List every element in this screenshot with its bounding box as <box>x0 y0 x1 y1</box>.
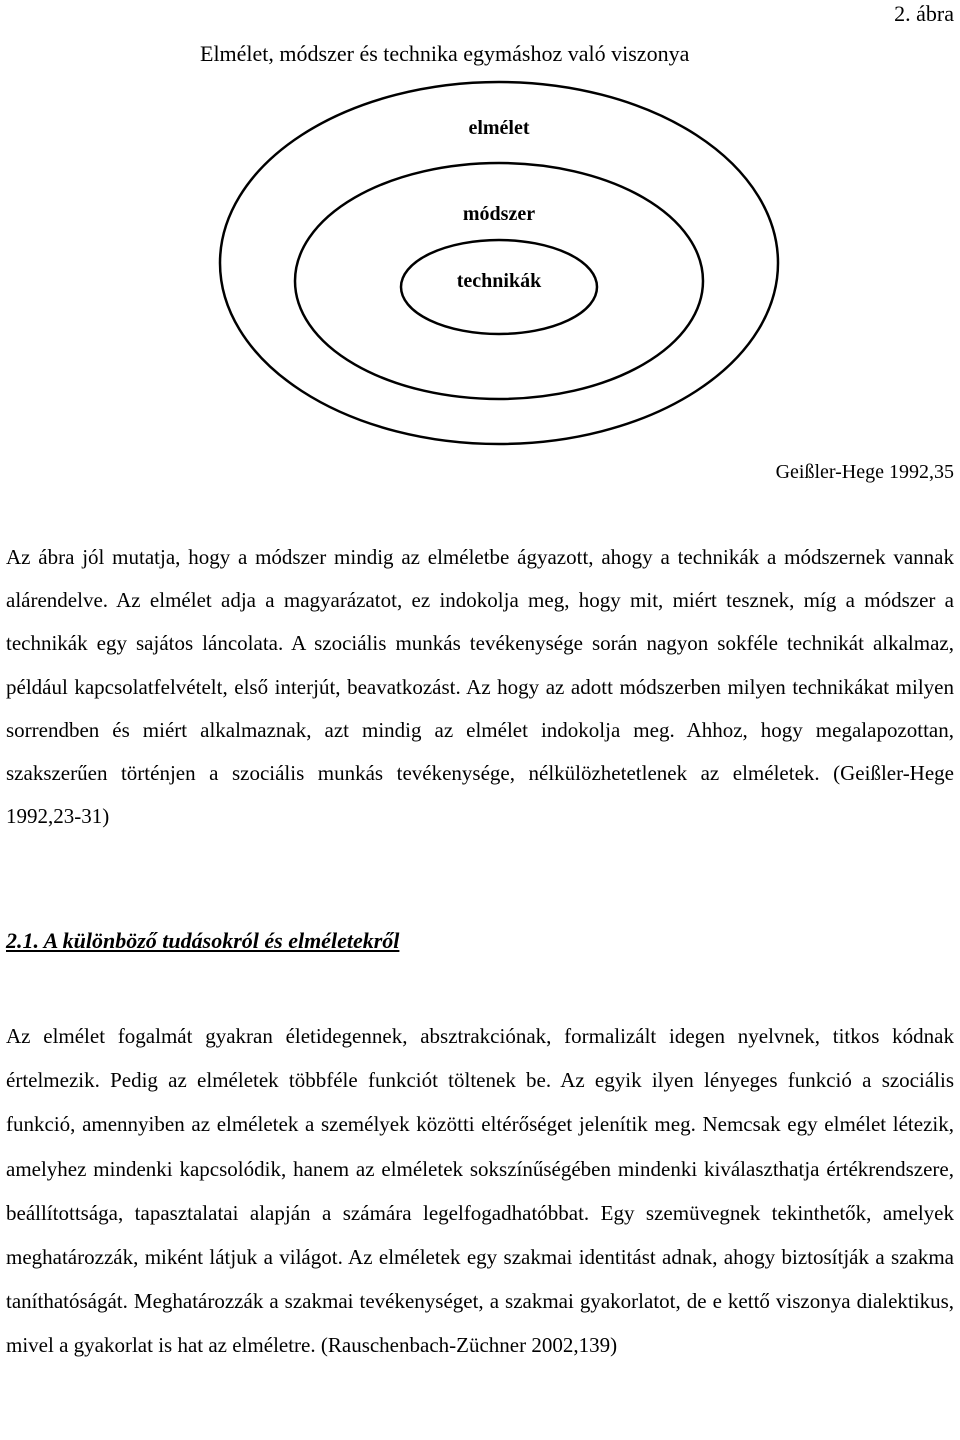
nested-circles-diagram <box>0 0 960 470</box>
section-heading: 2.1. A különböző tudásokról és elméletekről <box>6 928 400 953</box>
label-modszer: módszer <box>462 203 536 225</box>
figure-source: Geißler-Hege 1992,35 <box>775 461 954 483</box>
label-elmelet: elmélet <box>468 117 530 139</box>
paragraph-2: Az elmélet fogalmát gyakran életidegennek, absztrakciónak, formalizált idegen nyelvnek, titkos kódnak értelmezik. Pedig az elméletek többféle funkciót töltenek be. Az egyik ilyen lényeges funkció a szociális funkció, amennyiben az elméletek a személyek közötti eltérőséget jelenítik meg. Nemcsak egy elmélet létezik, amelyhez mindenki kapcsolódik, hanem az elméletek sokszínűségében mindenki kiválaszthatja értékrendszere, beállítottsága, tapasztalatai alapján a számára legelfogadhatóbbat. Egy szemüvegnek tekinthetők, amelyek meghatározzák, miként látjuk a világot. Az elméletek egy szakmai identitást adnak, ahogy biztosítják a szakma taníthatóságát. Meghatározzák a szakmai tevékenységet, a szakmai gyakorlatot, de e kettő viszonya dialektikus, mivel a gyakorlat is hat az elméletre. (Rauschenbach-Züchner 2002,139) <box>6 1024 954 1358</box>
label-technikak: technikák <box>456 270 542 292</box>
figure-number: 2. ábra <box>894 1 954 26</box>
paragraph-1: Az ábra jól mutatja, hogy a módszer mindig az elméletbe ágyazott, ahogy a technikák a módszernek vannak alárendelve. Az elmélet adja a magyarázatot, ez indokolja meg, hogy mit, miért tesznek, míg a módszer a technikák egy sajátos láncolata. A szociális munkás tevékenysége során nagyon sokféle technikát alkalmaz, például kapcsolatfelvételt, első interjút, beavatkozást. Az hogy az adott módszerben milyen technikákat milyen sorrendben és miért alkalmaznak, azt mindig az elmélet indokolja meg. Ahhoz, hogy megalapozottan, szakszerűen történjen a szociális munkás tevékenysége, nélkülözhetetlenek az elméletek. (Geißler-Hege 1992,23-31) <box>6 545 954 829</box>
figure-title: Elmélet, módszer és technika egymáshoz való viszonya <box>200 41 690 66</box>
